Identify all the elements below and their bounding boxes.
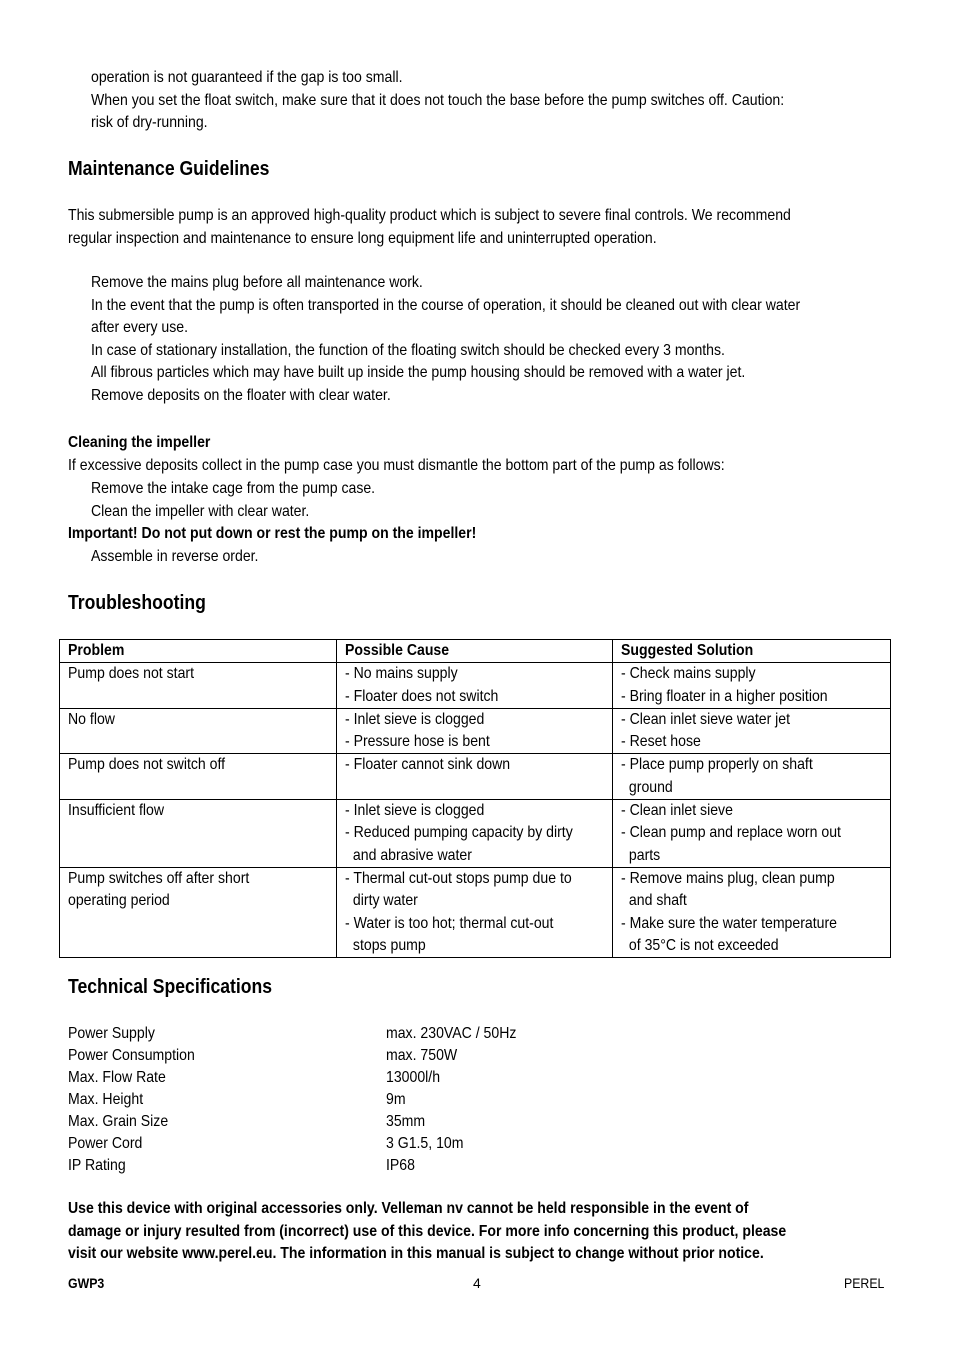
spec-value: 35mm (386, 1113, 426, 1130)
spec-row (68, 1111, 668, 1133)
cell-line: - Place pump properly on shaft (621, 756, 813, 774)
cell-line: - Floater cannot sink down (345, 756, 511, 774)
cell-line: - Reset hose (621, 733, 701, 751)
cell-line: Pump does not switch off (68, 756, 226, 774)
legal-notice: Use this device with original accessories only. Velleman nv cannot be held responsible in the event of damage or injury resulted from (incorrect) use of this device. For more info concerning this product, please visit our website www.perel.eu. The information in this manual is subject to change without prior notice. (68, 1200, 787, 1262)
cell-line: - Check mains supply (621, 665, 756, 683)
list-item: In the event that the pump is often transported in the course of operation, it should be cleaned out with clear water (91, 296, 801, 314)
spec-label: Max. Flow Rate (68, 1069, 166, 1086)
table-row (60, 800, 891, 868)
spec-value: IP68 (386, 1157, 415, 1174)
cell-line: - Reduced pumping capacity by dirty (345, 824, 573, 842)
cell-line: - Clean inlet sieve (621, 802, 733, 820)
cleaning-step-2: Clean the impeller with clear water. (91, 503, 310, 520)
cell-line: of 35°C is not exceeded (628, 936, 779, 954)
cell-line: - Clean pump and replace worn out (621, 824, 841, 842)
maintenance-heading: Maintenance Guidelines (68, 158, 270, 180)
spec-row (68, 1133, 668, 1155)
cell-line: dirty water (352, 892, 418, 910)
footer-model: GWP3 (68, 1275, 105, 1291)
cell-solution (613, 663, 891, 709)
cell-line: - Inlet sieve is clogged (345, 802, 485, 820)
list-item: In case of stationary installation, the function of the floating switch should be checked every 3 months. (91, 341, 725, 359)
table-row (60, 663, 891, 709)
table-row (60, 867, 891, 957)
cell-line: - No mains supply (345, 665, 458, 683)
spec-row (68, 1067, 668, 1089)
cell-line: operating period (68, 892, 170, 910)
cell-cause (337, 867, 613, 957)
cell-cause (337, 800, 613, 868)
spec-value: 9m (386, 1091, 406, 1108)
cleaning-step-1: Remove the intake cage from the pump case. (91, 480, 376, 497)
maintenance-bullets (91, 272, 897, 407)
table-body (60, 663, 891, 958)
cell-solution (613, 754, 891, 800)
column-header-cause: Possible Cause (337, 640, 613, 663)
intro-text (91, 67, 879, 135)
cell-line: - Thermal cut-out stops pump due to (345, 869, 572, 887)
cleaning-important-warning: Important! Do not put down or rest the pump on the impeller! (68, 525, 477, 542)
intro-line: risk of dry-running. (91, 114, 208, 131)
list-item: after every use. (91, 319, 189, 336)
column-header-problem: Problem (60, 640, 337, 663)
cell-line: Insufficient flow (68, 802, 165, 820)
table-row (60, 708, 891, 754)
spec-row (68, 1089, 668, 1111)
cleaning-intro: If excessive deposits collect in the pump case you must dismantle the bottom part of the pump as follows: (68, 457, 725, 474)
list-item: All fibrous particles which may have built up inside the pump housing should be removed with a water jet. (91, 364, 746, 381)
spec-value: max. 750W (386, 1047, 458, 1064)
cell-line: and shaft (628, 892, 687, 910)
list-item: Remove the mains plug before all maintenance work. (91, 274, 423, 291)
list-item: Remove deposits on the floater with clear water. (91, 386, 391, 404)
cell-solution (613, 867, 891, 957)
spec-row (68, 1045, 668, 1067)
spec-label: Power Cord (68, 1135, 143, 1152)
cell-line: ground (628, 778, 673, 796)
troubleshooting-table (59, 639, 891, 958)
cell-cause (337, 754, 613, 800)
cell-problem (60, 867, 337, 957)
cell-problem (60, 800, 337, 868)
cleaning-subheading: Cleaning the impeller (68, 434, 211, 451)
cell-line: parts (628, 846, 661, 864)
spec-label: Power Supply (68, 1025, 155, 1042)
cell-line: No flow (68, 710, 115, 728)
spec-label: Max. Height (68, 1091, 144, 1108)
cell-line: - Water is too hot; thermal cut-out (345, 914, 554, 932)
intro-line: operation is not guaranteed if the gap is too small. (91, 69, 403, 86)
cell-solution (613, 800, 891, 868)
spec-value: 13000l/h (386, 1069, 441, 1086)
spec-row (68, 1155, 668, 1177)
cell-line: stops pump (352, 936, 426, 954)
spec-row (68, 1023, 668, 1045)
cell-problem (60, 663, 337, 709)
cleaning-step-3: Assemble in reverse order. (91, 548, 259, 565)
maintenance-paragraph: This submersible pump is an approved high-quality product which is subject to severe final controls. We recommend regular inspection and maintenance to ensure long equipment life and uninterrupted operation. (68, 207, 791, 247)
cell-problem (60, 754, 337, 800)
cell-line: - Pressure hose is bent (345, 733, 490, 751)
cell-problem (60, 708, 337, 754)
specs-heading: Technical Specifications (68, 976, 273, 998)
cell-line: - Floater does not switch (345, 687, 499, 705)
specs-list (68, 1023, 668, 1177)
troubleshooting-heading: Troubleshooting (68, 592, 206, 614)
cell-line: and abrasive water (352, 846, 472, 864)
cell-line: Pump switches off after short (68, 869, 250, 887)
spec-label: Max. Grain Size (68, 1113, 169, 1130)
cell-solution (613, 708, 891, 754)
footer-page-number: 4 (473, 1275, 481, 1291)
cell-line: - Bring floater in a higher position (621, 687, 828, 705)
cell-cause (337, 708, 613, 754)
cell-line: - Inlet sieve is clogged (345, 710, 485, 728)
spec-label: IP Rating (68, 1157, 126, 1174)
cell-line: - Remove mains plug, clean pump (621, 869, 835, 887)
cell-line: - Clean inlet sieve water jet (621, 710, 791, 728)
table-row (60, 754, 891, 800)
spec-label: Power Consumption (68, 1047, 195, 1064)
column-header-solution: Suggested Solution (613, 640, 891, 663)
cell-cause (337, 663, 613, 709)
spec-value: max. 230VAC / 50Hz (386, 1025, 517, 1042)
intro-line: When you set the float switch, make sure that it does not touch the base before the pump switches off. Caution: (91, 91, 785, 109)
cell-line: - Make sure the water temperature (621, 914, 837, 932)
footer-brand: PEREL (844, 1275, 885, 1291)
table-header-row (60, 640, 891, 663)
spec-value: 3 G1.5, 10m (386, 1135, 464, 1152)
cell-line: Pump does not start (68, 665, 195, 683)
